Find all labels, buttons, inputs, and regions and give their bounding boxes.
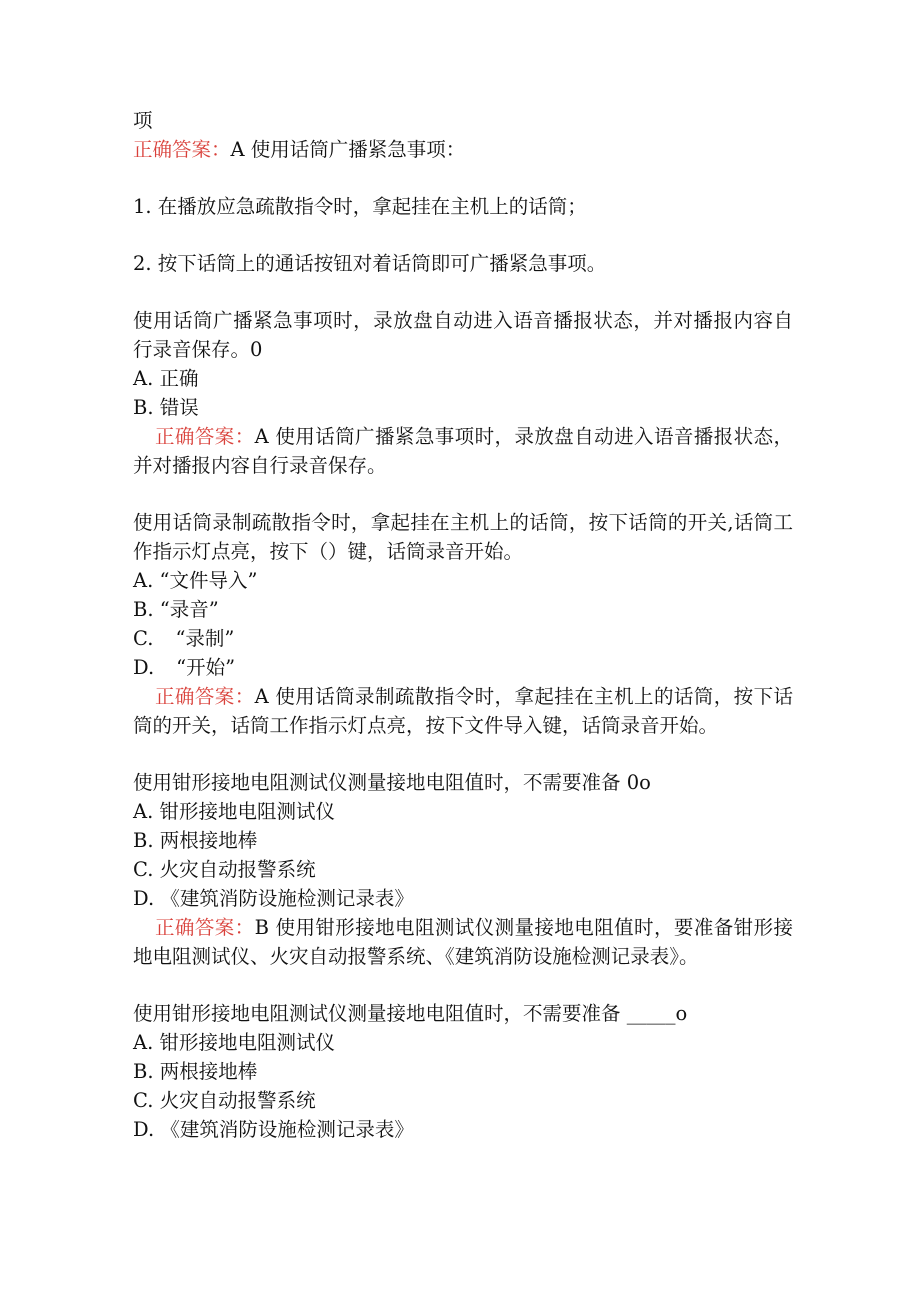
- option-b: B. “录音”: [133, 598, 219, 621]
- answer-text: A 使用话筒广播紧急事项：: [230, 138, 466, 161]
- answer-step: 1. 在播放应急疏散指令时，拿起挂在主机上的话筒；: [133, 195, 587, 218]
- option-b: B. 两根接地棒: [133, 829, 258, 852]
- answer-label: 正确答案：: [133, 138, 231, 161]
- option-c: C. 火灾自动报警系统: [133, 1089, 316, 1112]
- option-b: B. 错误: [133, 396, 199, 419]
- answer-line: [133, 135, 793, 164]
- answer-text: A 使用话筒录制疏散指令时，拿起挂在主机上的话筒，按下话筒的开关，话筒工作指示灯点亮，按下文件导入键，话筒录音开始。: [133, 685, 793, 737]
- answer-text: A 使用话筒广播紧急事项时，录放盘自动进入语音播报状态，并对播报内容自行录音保存。: [133, 425, 793, 477]
- option-d: D. 《建筑消防设施检测记录表》: [133, 1118, 414, 1141]
- option-a: A. “文件导入”: [133, 569, 258, 592]
- option-a: A. 钳形接地电阻测试仪: [133, 800, 335, 823]
- question-text: 使用话筒广播紧急事项时，录放盘自动进入语音播报状态，并对播报内容自行录音保存。0: [133, 309, 793, 361]
- option-text: “开始”: [176, 656, 236, 679]
- option-a: A. 钳形接地电阻测试仪: [133, 1031, 335, 1054]
- option-d: [133, 653, 793, 682]
- answer-label: 正确答案：: [155, 685, 255, 708]
- answer-step: 2. 按下话筒上的通话按钮对着话筒即可广播紧急事项。: [133, 252, 607, 275]
- answer-line: [133, 422, 793, 480]
- option-c: C. 火灾自动报警系统: [133, 858, 316, 881]
- option-letter: C.: [133, 627, 154, 650]
- option-letter: D.: [133, 656, 155, 679]
- option-b: B. 两根接地棒: [133, 1060, 258, 1083]
- question-text: 使用钳形接地电阻测试仪测量接地电阻值时，不需要准备 0o: [133, 771, 651, 794]
- option-text: “录制”: [175, 627, 235, 650]
- answer-line: [133, 682, 793, 740]
- answer-line: [133, 913, 793, 971]
- answer-text: B 使用钳形接地电阻测试仪测量接地电阻值时，要准备钳形接地电阻测试仪、火灾自动报警系统、《建筑消防设施检测记录表》。: [133, 916, 793, 968]
- question-tail: 项: [133, 109, 153, 132]
- question-text: 使用钳形接地电阻测试仪测量接地电阻值时，不需要准备 _____o: [133, 1002, 688, 1025]
- answer-label: 正确答案：: [155, 425, 255, 448]
- option-a: A. 正确: [133, 367, 199, 390]
- option-c: [133, 624, 793, 653]
- document-body: [133, 106, 793, 1144]
- question-text: 使用话筒录制疏散指令时，拿起挂在主机上的话筒，按下话筒的开关,话筒工作指示灯点亮，按下（）键，话筒录音开始。: [133, 511, 793, 563]
- option-d: D. 《建筑消防设施检测记录表》: [133, 887, 414, 910]
- answer-label: 正确答案：: [155, 916, 255, 939]
